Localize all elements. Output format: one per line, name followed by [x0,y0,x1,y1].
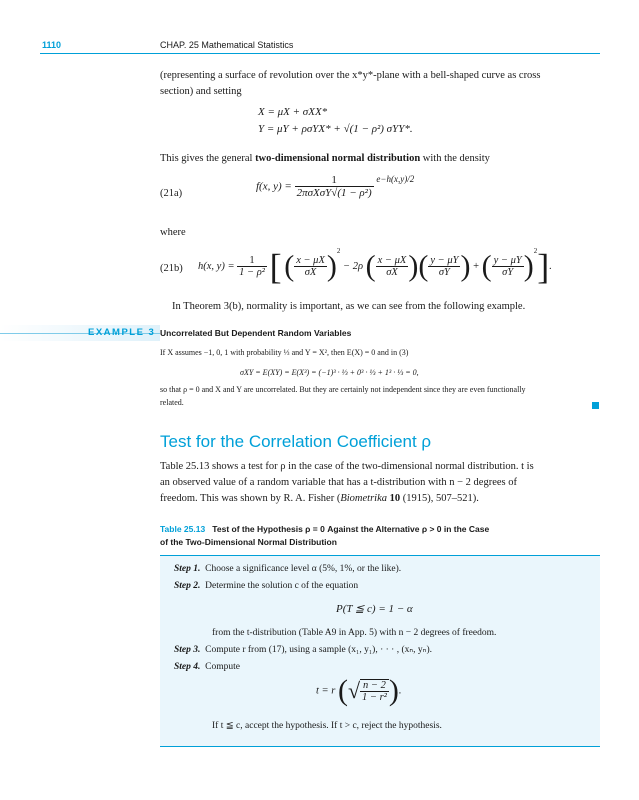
example-line-2: so that ρ = 0 and X and Y are uncorrelated. But they are certainly not independent since they are even functionally [160,385,526,394]
table-label: Table 25.13 [160,524,206,534]
equation-t: t = r (√ $\frac{n - 2}{\text{1 − r²}}$ ). [316,674,402,707]
intro-line-1: (representing a surface of revolution over the x*y*-plane with a bell-shaped curve as cross [160,70,541,81]
eq21a-lhs: f(x, y) = [256,180,292,193]
section-title: Test for the Correlation Coefficient ρ [160,432,432,451]
section-para-line-3: freedom. This was shown by R. A. Fisher (Biometrika 10 (1915), 507–521). [160,493,479,504]
example-line-3: related. [160,398,184,407]
equation-label-21a: (21a) [160,188,183,199]
decision-text: If t ≦ c, accept the hypothesis. If t > c, reject the hypothesis. [212,721,442,731]
equation-x: X = μX + σXX* [258,106,328,118]
section-para-line-2: an observed value of a random variable that has a t-distribution with n − 2 degrees of [160,477,517,488]
density-sentence: This gives the general two-dimensional normal distribution with the density [160,153,490,164]
equation-label-21b: (21b) [160,263,183,274]
eq21a-fraction: $\frac{1}{\text{2πσXσY√(1 − ρ²)}}$ [296,174,372,199]
eq21a-exponent: e−h(x,y)/2 [376,174,415,185]
page-number: 1110 [42,40,62,50]
step-2: Step 2. Determine the solution c of the equation [174,581,359,591]
from-text: from the t-distribution (Table A9 in App. 5) with n − 2 degrees of freedom. [212,628,497,638]
step-3: Step 3. Compute r from (17), using a sample (x₁, y₁), · · · , (xₙ, yₙ). [174,645,432,655]
table-caption: Table 25.13 Test of the Hypothesis ρ = 0 Against the Alternative ρ > 0 in the Case of the Two-Dimensional Normal Distribution [160,524,490,547]
chapter-heading: CHAP. 25 Mathematical Statistics [160,40,294,50]
equation-21a [256,174,414,199]
step-1: Step 1. Choose a significance level α (5%, 1%, or the like). [174,564,402,574]
example-label: EXAMPLE 3 [88,327,156,338]
where-text: where [160,227,186,238]
example-title: Uncorrelated But Dependent Random Variables [160,328,352,338]
header-rule [40,53,600,54]
example-equation: σXY = E(XY) = E(X³) = (−1)³ · ⅓ + 0³ · ⅓ + 1³ · ⅓ = 0, [240,368,419,377]
equation-21b: h(x, y) = $\frac{1}{\text{1 − ρ²}}$ [ ( $\frac{x - \mu X}{\sigma X}$ )$^2$ − 2ρ ( $\frac{x - \mu X}{\sigma X}$ )( $\frac{y - \mu Y}{\sigma Y}$ ) + ( $\frac{y - \mu Y}{\sigma Y}$ )$^2$]. [198,246,552,287]
step-4: Step 4. Compute [174,662,240,672]
intro-line-2: section) and setting [160,86,242,97]
section-para-line-1: Table 25.13 shows a test for ρ in the case of the two-dimensional normal distribution. t is [160,461,534,472]
theorem-line: In Theorem 3(b), normality is important, as we can see from the following example. [172,301,526,312]
equation-p: P(T ≦ c) = 1 − α [336,603,413,615]
example-line-1: If X assumes −1, 0, 1 with probability ⅓ and Y = X², then E(X) = 0 and in (3) [160,348,409,357]
end-of-example-square [592,402,599,409]
equation-y: Y = μY + ρσYX* + √(1 − ρ²) σYY*. [258,123,413,135]
